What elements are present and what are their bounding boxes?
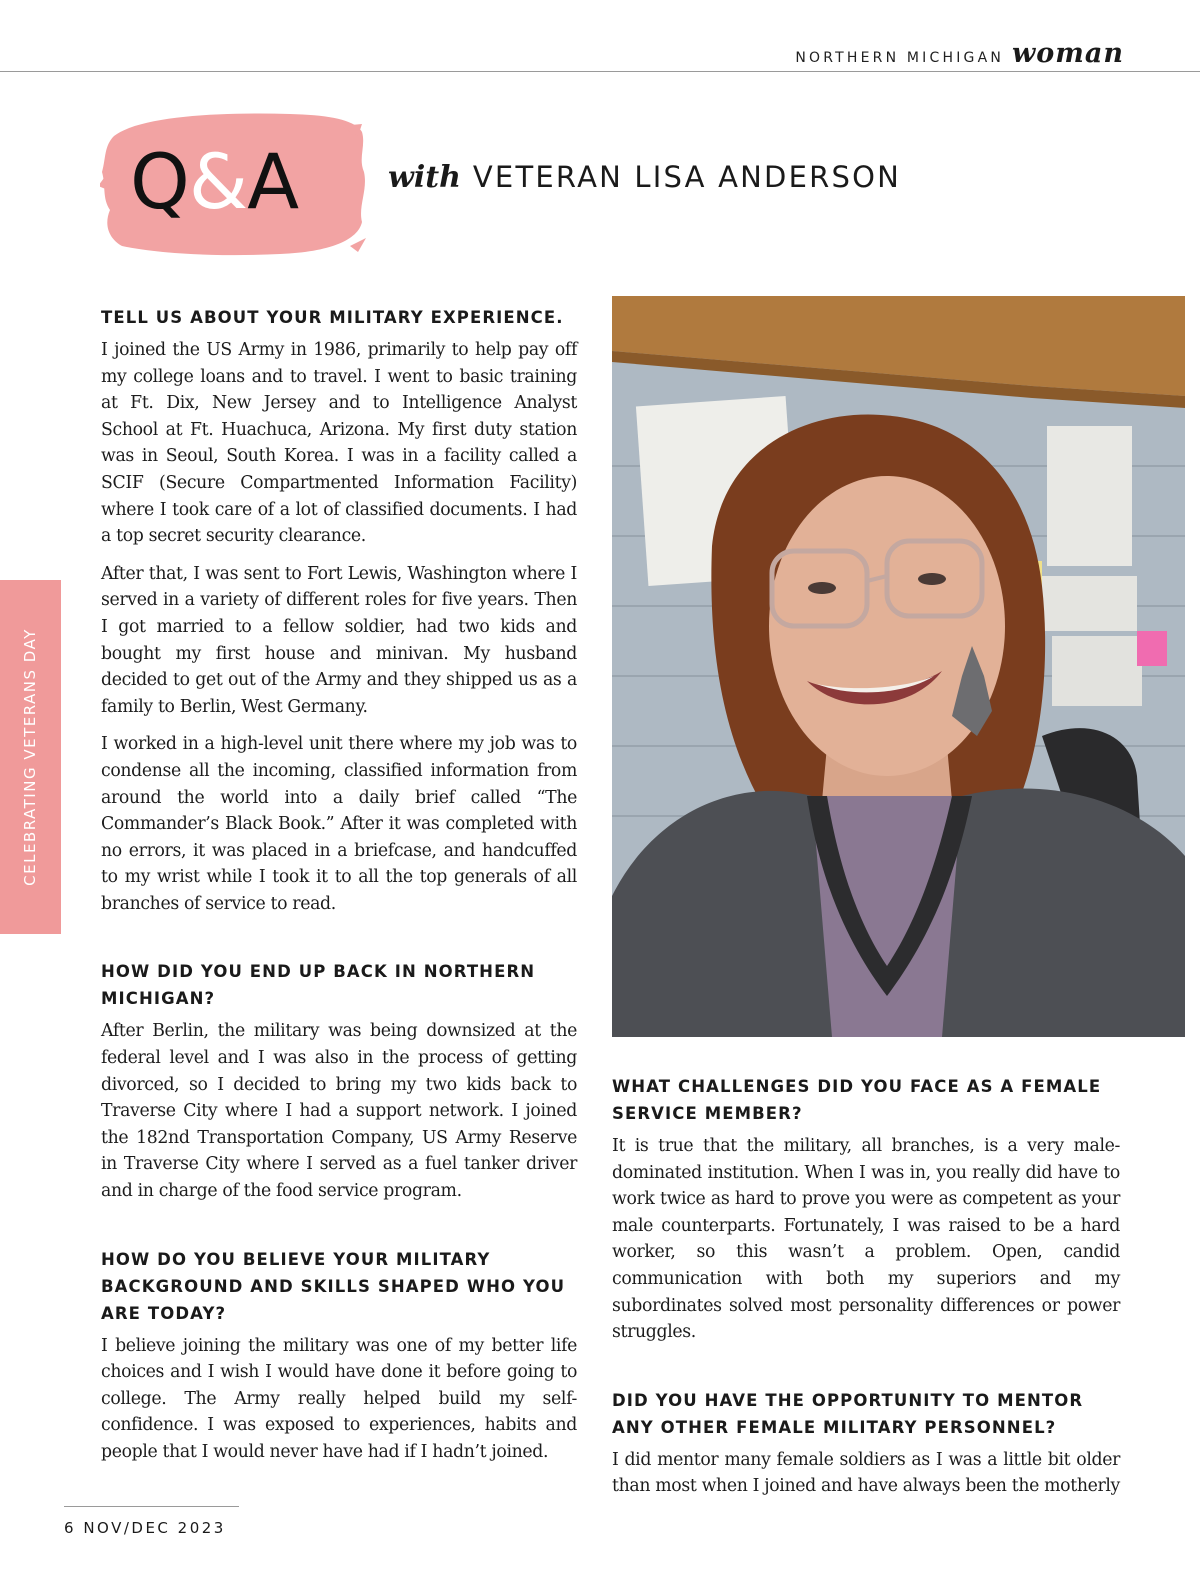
qa-block-military-experience xyxy=(101,304,577,917)
right-column xyxy=(612,1073,1120,1511)
question-heading: TELL US ABOUT YOUR MILITARY EXPERIENCE. xyxy=(101,308,564,327)
qa-block-background-skills xyxy=(101,1246,577,1466)
page-footer xyxy=(64,1519,226,1537)
masthead xyxy=(795,38,1124,69)
question-heading: HOW DID YOU END UP BACK IN NORTHERN MICHIGAN? xyxy=(101,962,536,1009)
issue-date: NOV/DEC 2023 xyxy=(83,1519,226,1537)
question-heading: DID YOU HAVE THE OPPORTUNITY TO MENTOR ANY OTHER FEMALE MILITARY PERSONNEL? xyxy=(612,1390,1084,1437)
question-heading: HOW DO YOU BELIEVE YOUR MILITARY BACKGROUND AND SKILLS SHAPED WHO YOU ARE TODAY? xyxy=(101,1249,566,1323)
left-column xyxy=(101,304,577,1477)
title-main: VETERAN LISA ANDERSON xyxy=(472,160,901,194)
answer-paragraph: I did mentor many female soldiers as I was a little bit older than most when I joined and have always been the motherly xyxy=(612,1449,1120,1497)
answer-paragraph: I joined the US Army in 1986, primarily to help pay off my college loans and to travel. I went to basic training at Ft. Dix, New Jersey and to Intelligence Analyst School at Ft. Huachuca, Arizona. My first duty station was in Seoul, South Korea. I was in a facility called a SCIF (Secure Compartmented Information Facility) where I took care of a lot of classified documents. I had a top secret security clearance. xyxy=(101,340,577,547)
footer-divider xyxy=(64,1506,239,1507)
qa-block-challenges xyxy=(612,1073,1120,1346)
qa-a: A xyxy=(247,137,299,226)
answer-paragraph: After that, I was sent to Fort Lewis, Washington where I served in a variety of different roles for five years. Then I got married to a fellow soldier, had two kids and bought my first house and minivan. My husband decided to get out of the Army and they shipped us as a family to Berlin, West Germany. xyxy=(101,563,577,717)
article-title xyxy=(388,160,901,195)
masthead-script: woman xyxy=(1012,38,1124,69)
qa-ampersand: & xyxy=(188,137,248,226)
side-tab-label: CELEBRATING VETERANS DAY xyxy=(21,628,39,886)
top-divider xyxy=(0,71,1200,72)
qa-block-northern-michigan xyxy=(101,958,577,1204)
portrait-photo xyxy=(612,296,1185,1037)
answer-paragraph: I worked in a high-level unit there where my job was to condense all the incoming, classified information from around the world into a daily brief called “The Commander’s Black Book.” After it was completed with no errors, it was placed in a briefcase, and handcuffed to my wrist while I took it to all the top generals of all branches of service to read. xyxy=(101,734,577,914)
answer-paragraph: After Berlin, the military was being downsized at the federal level and I was also in the process of getting divorced, so I decided to bring my two kids back to Traverse City where I had a support network. I joined the 182nd Transportation Company, US Army Reserve in Traverse City where I served as a fuel tanker driver and in charge of the food service program. xyxy=(101,1021,577,1202)
answer-paragraph: It is true that the military, all branches, is a very male-dominated institution. When I was in, you really did have to work twice as hard to prove you were as competent as your male counterparts. Fortunately, I was raised to be a hard worker, so this wasn’t a problem. Open, candid communication with both my superiors and my subordinates solved most personality differences or power struggles. xyxy=(612,1136,1120,1343)
masthead-name: NORTHERN MICHIGAN xyxy=(795,50,1005,66)
page-number: 6 xyxy=(64,1519,77,1537)
qa-q: Q xyxy=(130,137,189,226)
title-with: with xyxy=(388,160,461,195)
qa-block-mentoring xyxy=(612,1387,1120,1500)
answer-paragraph: I believe joining the military was one of my better life choices and I wish I would have done it before going to college. The Army really helped build my self-confidence. I was exposed to experiences, habits and people that I would never have had if I hadn’t joined. xyxy=(101,1335,577,1462)
qa-heading xyxy=(130,132,298,232)
question-heading: WHAT CHALLENGES DID YOU FACE AS A FEMALE SERVICE MEMBER? xyxy=(612,1077,1102,1123)
